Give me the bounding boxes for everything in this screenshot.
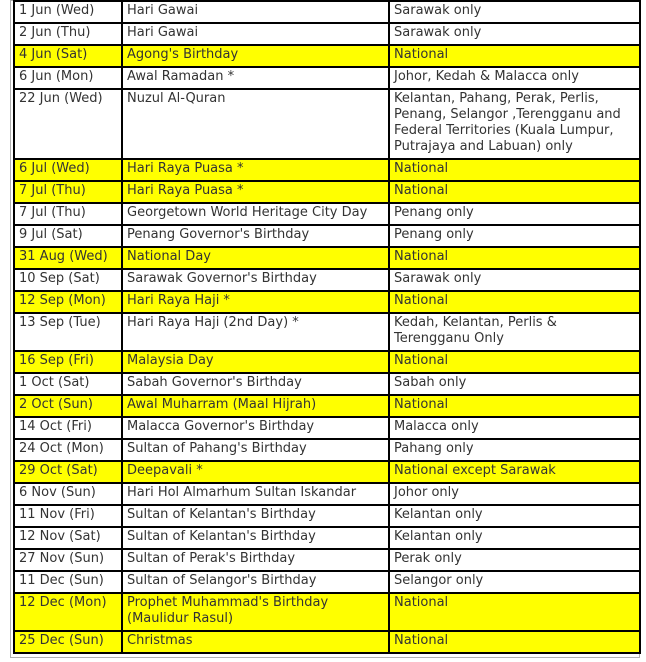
holiday-date: 11 Nov (Fri)	[14, 505, 122, 527]
table-row	[14, 313, 640, 351]
holiday-table-body	[14, 1, 640, 653]
holiday-date: 2 Jun (Thu)	[14, 23, 122, 45]
holiday-region: Sarawak only	[389, 23, 640, 45]
holiday-region: National	[389, 593, 640, 631]
holiday-name: Sultan of Kelantan's Birthday	[122, 505, 389, 527]
holiday-region: Sarawak only	[389, 1, 640, 23]
holiday-date: 7 Jul (Thu)	[14, 203, 122, 225]
holiday-date: 27 Nov (Sun)	[14, 549, 122, 571]
holiday-date: 12 Dec (Mon)	[14, 593, 122, 631]
holiday-region: Johor, Kedah & Malacca only	[389, 67, 640, 89]
table-row	[14, 89, 640, 159]
holiday-date: 12 Nov (Sat)	[14, 527, 122, 549]
holiday-name: Malaysia Day	[122, 351, 389, 373]
table-row	[14, 373, 640, 395]
holiday-name: Sultan of Pahang's Birthday	[122, 439, 389, 461]
table-row	[14, 181, 640, 203]
holiday-region: Johor only	[389, 483, 640, 505]
holiday-region: Kelantan only	[389, 527, 640, 549]
holiday-name: Agong's Birthday	[122, 45, 389, 67]
table-row	[14, 439, 640, 461]
holiday-name: Sultan of Selangor's Birthday	[122, 571, 389, 593]
holiday-name: Hari Gawai	[122, 23, 389, 45]
holiday-region: National	[389, 631, 640, 653]
table-row	[14, 45, 640, 67]
holiday-name: Christmas	[122, 631, 389, 653]
holiday-region: Malacca only	[389, 417, 640, 439]
holiday-region: Sabah only	[389, 373, 640, 395]
holiday-name: Awal Ramadan *	[122, 67, 389, 89]
holiday-date: 14 Oct (Fri)	[14, 417, 122, 439]
holiday-date: 16 Sep (Fri)	[14, 351, 122, 373]
holiday-region: Kelantan only	[389, 505, 640, 527]
holiday-region: National	[389, 395, 640, 417]
holiday-date: 9 Jul (Sat)	[14, 225, 122, 247]
holiday-name: Malacca Governor's Birthday	[122, 417, 389, 439]
holiday-name: Nuzul Al-Quran	[122, 89, 389, 159]
holiday-name: Hari Hol Almarhum Sultan Iskandar	[122, 483, 389, 505]
holiday-date: 1 Oct (Sat)	[14, 373, 122, 395]
holiday-region: Penang only	[389, 225, 640, 247]
holiday-date: 11 Dec (Sun)	[14, 571, 122, 593]
holiday-date: 6 Nov (Sun)	[14, 483, 122, 505]
holiday-date: 31 Aug (Wed)	[14, 247, 122, 269]
holiday-name: Prophet Muhammad's Birthday (Maulidur Rasul)	[122, 593, 389, 631]
holiday-name: Deepavali *	[122, 461, 389, 483]
holiday-region: National	[389, 291, 640, 313]
table-row	[14, 351, 640, 373]
table-row	[14, 203, 640, 225]
holiday-region: Perak only	[389, 549, 640, 571]
holiday-name: National Day	[122, 247, 389, 269]
holiday-region: National	[389, 45, 640, 67]
holiday-date: 7 Jul (Thu)	[14, 181, 122, 203]
holiday-date: 10 Sep (Sat)	[14, 269, 122, 291]
holiday-date: 6 Jun (Mon)	[14, 67, 122, 89]
table-row	[14, 461, 640, 483]
holiday-date: 6 Jul (Wed)	[14, 159, 122, 181]
holiday-region: National except Sarawak	[389, 461, 640, 483]
table-row	[14, 549, 640, 571]
holiday-name: Hari Raya Haji *	[122, 291, 389, 313]
holiday-region: Penang only	[389, 203, 640, 225]
holiday-region: Sarawak only	[389, 269, 640, 291]
table-row	[14, 571, 640, 593]
table-row	[14, 269, 640, 291]
table-row	[14, 483, 640, 505]
holiday-date: 2 Oct (Sun)	[14, 395, 122, 417]
holiday-name: Penang Governor's Birthday	[122, 225, 389, 247]
table-row	[14, 505, 640, 527]
holiday-region: Kelantan, Pahang, Perak, Perlis, Penang, Selangor ,Terengganu and Federal Territories (Kuala Lumpur, Putrajaya and Labuan) only	[389, 89, 640, 159]
holiday-region: Pahang only	[389, 439, 640, 461]
holiday-region: National	[389, 159, 640, 181]
holiday-table	[13, 0, 641, 654]
table-row	[14, 631, 640, 653]
table-row	[14, 527, 640, 549]
table-row	[14, 417, 640, 439]
holiday-name: Sultan of Kelantan's Birthday	[122, 527, 389, 549]
holiday-name: Hari Raya Haji (2nd Day) *	[122, 313, 389, 351]
holiday-date: 12 Sep (Mon)	[14, 291, 122, 313]
holiday-name: Sabah Governor's Birthday	[122, 373, 389, 395]
holiday-region: Kedah, Kelantan, Perlis & Terengganu Only	[389, 313, 640, 351]
table-row	[14, 67, 640, 89]
holiday-name: Sultan of Perak's Birthday	[122, 549, 389, 571]
holiday-date: 1 Jun (Wed)	[14, 1, 122, 23]
holiday-date: 4 Jun (Sat)	[14, 45, 122, 67]
table-row	[14, 23, 640, 45]
table-row	[14, 291, 640, 313]
holiday-name: Sarawak Governor's Birthday	[122, 269, 389, 291]
holiday-region: Selangor only	[389, 571, 640, 593]
holiday-name: Hari Raya Puasa *	[122, 181, 389, 203]
holiday-name: Georgetown World Heritage City Day	[122, 203, 389, 225]
table-row	[14, 225, 640, 247]
table-row	[14, 159, 640, 181]
holiday-name: Awal Muharram (Maal Hijrah)	[122, 395, 389, 417]
holiday-region: National	[389, 247, 640, 269]
holiday-name: Hari Raya Puasa *	[122, 159, 389, 181]
table-row	[14, 247, 640, 269]
table-row	[14, 593, 640, 631]
holiday-region: National	[389, 351, 640, 373]
holiday-date: 29 Oct (Sat)	[14, 461, 122, 483]
holiday-name: Hari Gawai	[122, 1, 389, 23]
table-row	[14, 395, 640, 417]
holiday-region: National	[389, 181, 640, 203]
holiday-date: 13 Sep (Tue)	[14, 313, 122, 351]
table-row	[14, 1, 640, 23]
holiday-date: 25 Dec (Sun)	[14, 631, 122, 653]
holiday-date: 22 Jun (Wed)	[14, 89, 122, 159]
holiday-date: 24 Oct (Mon)	[14, 439, 122, 461]
